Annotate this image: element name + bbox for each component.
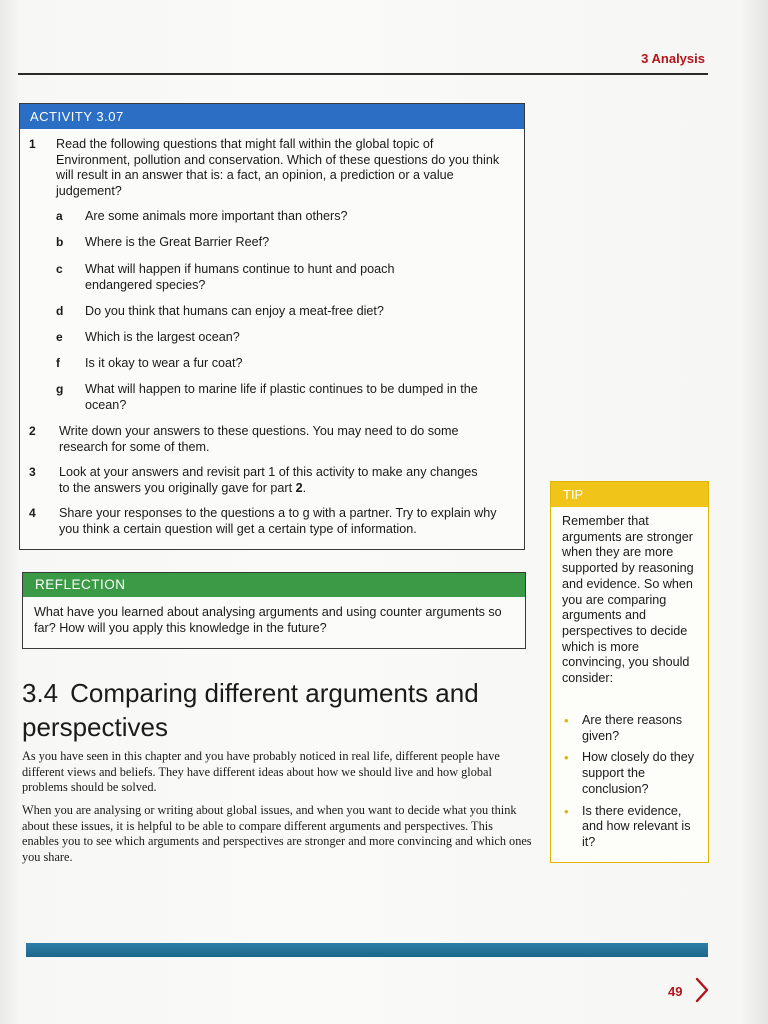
subitem-letter: a — [56, 209, 63, 223]
subitem-text: What will happen to marine life if plastic continues to be dumped in the ocean? — [85, 382, 478, 412]
reflection-header: REFLECTION — [23, 573, 525, 597]
running-head: 3 Analysis — [641, 51, 705, 66]
bullet-icon: • — [564, 713, 569, 728]
subitem-text: Where is the Great Barrier Reef? — [85, 235, 270, 249]
chevron-right-icon[interactable] — [694, 977, 710, 1008]
subitem-letter: e — [56, 330, 63, 344]
tip-text: Remember that arguments are stronger when they are more supported by reasoning and evidence. So when you are comparing arguments and perspectives to decide which is more convincing, you should consider: — [562, 514, 694, 686]
body-paragraph: When you are analysing or writing about global issues, and when you want to decide what you think about these issues, it is helpful to be able to compare different arguments and perspectives. This enables you to see which arguments and perspectives are stronger and more convincing and which ones you share. — [22, 803, 532, 864]
reflection-box — [22, 572, 526, 649]
question-number: 4 — [29, 506, 36, 520]
subitem-letter: d — [56, 304, 64, 318]
question-text: Write down your answers to these questions. You may need to do some research for some of them. — [59, 424, 459, 454]
body-paragraph: As you have seen in this chapter and you have probably noticed in real life, different people have different views and beliefs. They have different ideas about how we should live and how global problems should be solved. — [22, 749, 500, 795]
subitem-letter: f — [56, 356, 60, 370]
header-rule — [18, 73, 708, 75]
question-text: Share your responses to the questions a to g with a partner. Try to explain why you think a certain question will get a certain type of information. — [59, 506, 497, 536]
subitem-letter: g — [56, 382, 64, 396]
reflection-text: What have you learned about analysing arguments and using counter arguments so far? How will you apply this knowledge in the future? — [34, 605, 502, 635]
footer-bar — [26, 943, 708, 957]
tip-bullet-list — [562, 713, 704, 857]
subitem-text: Which is the largest ocean? — [85, 330, 240, 344]
section-title: Comparing different arguments and perspectives — [22, 678, 479, 742]
tip-box — [550, 481, 709, 863]
question-number: 2 — [29, 424, 36, 438]
section-number: 3.4 — [22, 678, 59, 708]
tip-bullet: • How closely do they support the conclusion? — [564, 750, 694, 796]
question-number: 3 — [29, 465, 36, 479]
subitem-text: Are some animals more important than others? — [85, 209, 348, 223]
subitem-text: Do you think that humans can enjoy a meat-free diet? — [85, 304, 384, 318]
question-number: 1 — [29, 137, 36, 151]
section-heading — [22, 676, 522, 744]
page-number: 49 — [668, 984, 683, 999]
subitem-text: Is it okay to wear a fur coat? — [85, 356, 243, 370]
tip-bullet: • Are there reasons given? — [564, 713, 683, 743]
subitem-letter: c — [56, 262, 63, 276]
activity-box — [19, 103, 525, 550]
subitem-letter: b — [56, 235, 64, 249]
subitem-text: What will happen if humans continue to hunt and poach endangered species? — [85, 262, 395, 292]
tip-bullet: • Is there evidence, and how relevant is it? — [564, 803, 691, 849]
question-text: Read the following questions that might fall within the global topic of Environment, pollution and conservation. Which of these questions do you think will result in an answer that is: a fact, an opinion, a prediction or a value judgement? — [56, 137, 500, 198]
question-text: Look at your answers and revisit part 1 of this activity to make any changes to the answers you originally gave for part 2. — [59, 465, 478, 495]
bullet-icon: • — [564, 803, 569, 819]
tip-header: TIP — [551, 482, 708, 507]
activity-header: ACTIVITY 3.07 — [20, 104, 524, 129]
bullet-icon: • — [564, 750, 569, 766]
